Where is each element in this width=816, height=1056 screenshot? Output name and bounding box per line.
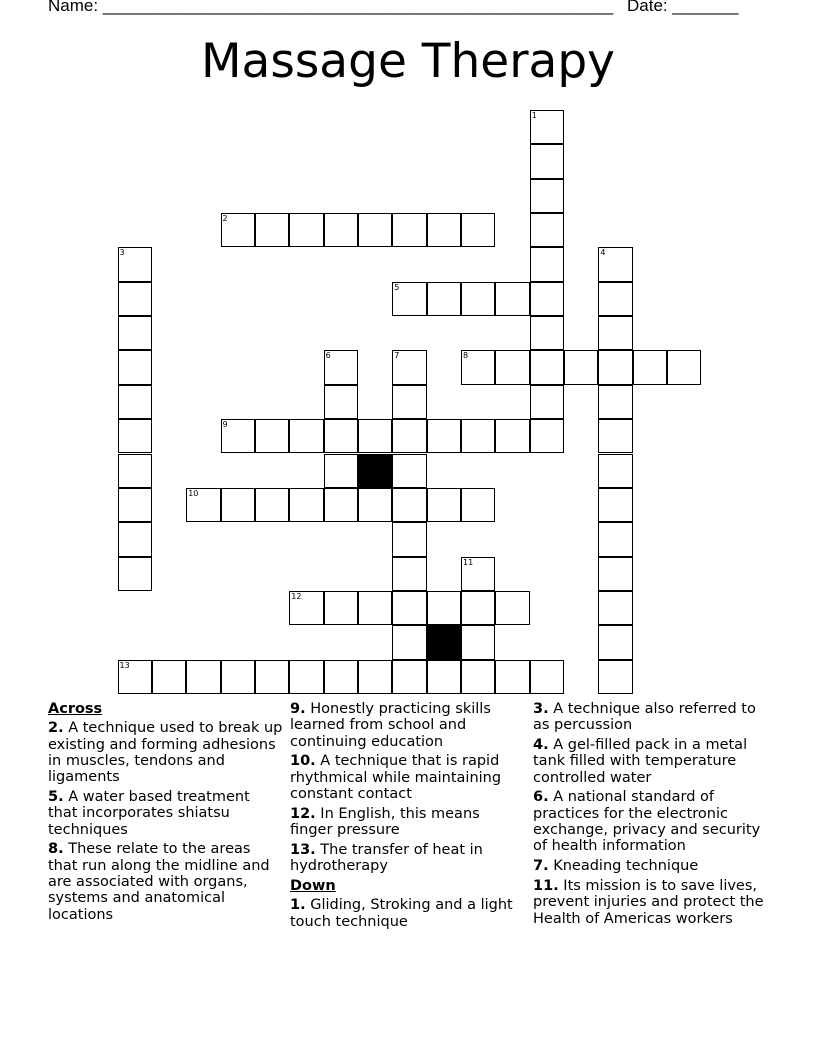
crossword-cell[interactable]	[255, 660, 289, 694]
clue-across-10: 10. A technique that is rapid rhythmical while maintaining constant contact	[290, 753, 502, 802]
crossword-cell[interactable]	[392, 385, 426, 419]
crossword-cell[interactable]	[461, 282, 495, 316]
clues-column-3	[533, 701, 768, 930]
crossword-cell[interactable]	[324, 488, 358, 522]
crossword-cell[interactable]	[118, 316, 152, 350]
clue-down-11: 11. Its mission is to save lives, prevent injuries and protect the Health of Americas workers	[533, 877, 764, 927]
crossword-cell[interactable]	[495, 419, 529, 453]
crossword-cell[interactable]	[186, 660, 220, 694]
clues-column-1	[48, 701, 283, 926]
crossword-cell[interactable]	[358, 488, 392, 522]
across-heading: Across	[48, 701, 103, 717]
crossword-cell[interactable]	[324, 350, 358, 384]
crossword-cell[interactable]	[530, 419, 564, 453]
crossword-cell[interactable]	[186, 488, 220, 522]
crossword-cell[interactable]	[152, 660, 186, 694]
crossword-cell[interactable]	[392, 350, 426, 384]
crossword-cell[interactable]	[530, 350, 564, 384]
crossword-cell[interactable]	[358, 591, 392, 625]
crossword-cell[interactable]	[289, 488, 323, 522]
crossword-cell[interactable]	[598, 350, 632, 384]
crossword-cell[interactable]	[221, 419, 255, 453]
crossword-cell[interactable]	[633, 350, 667, 384]
clue-down-7: 7. Kneading technique	[533, 858, 699, 875]
crossword-cell[interactable]	[427, 591, 461, 625]
crossword-cell[interactable]	[118, 350, 152, 384]
date-field[interactable]: Date: _______	[627, 0, 739, 15]
crossword-cell[interactable]	[461, 591, 495, 625]
clue-across-9: 9. Honestly practicing skills learned from school and continuing education	[290, 701, 491, 750]
crossword-cell[interactable]	[324, 419, 358, 453]
crossword-cell[interactable]	[598, 454, 632, 488]
crossword-cell[interactable]	[598, 625, 632, 659]
crossword-cell[interactable]	[358, 213, 392, 247]
clue-number: 1	[531, 111, 537, 120]
crossword-cell[interactable]	[461, 557, 495, 591]
crossword-cell[interactable]	[118, 247, 152, 281]
crossword-cell[interactable]	[289, 419, 323, 453]
clue-number: 7	[394, 351, 400, 361]
clue-across-5: 5. A water based treatment that incorporates shiatsu techniques	[48, 788, 250, 838]
crossword-cell[interactable]	[392, 591, 426, 625]
crossword-cell[interactable]	[667, 350, 701, 384]
crossword-cell[interactable]	[461, 488, 495, 522]
clue-number: 4	[600, 248, 606, 258]
clue-down-1: 1. Gliding, Stroking and a light touch technique	[290, 897, 513, 930]
crossword-cell[interactable]	[289, 660, 323, 694]
crossword-cell[interactable]	[392, 454, 426, 488]
crossword-cell[interactable]	[598, 488, 632, 522]
crossword-cell[interactable]	[324, 213, 358, 247]
down-heading: Down	[290, 877, 336, 894]
page-title: Massage Therapy	[200, 34, 615, 89]
crossword-cell[interactable]	[461, 419, 495, 453]
clue-across-13: 13. The transfer of heat in hydrotherapy	[290, 841, 483, 875]
crossword-cell[interactable]	[392, 557, 426, 591]
clue-number: 11	[463, 557, 474, 567]
crossword-cell[interactable]	[427, 213, 461, 247]
clue-number: 2	[222, 214, 228, 224]
crossword-cell[interactable]	[118, 454, 152, 488]
clue-down-4: 4. A gel-filled pack in a metal tank filled with temperature controlled water	[533, 737, 748, 786]
clue-number: 8	[463, 351, 469, 361]
crossword-cell[interactable]	[530, 316, 564, 350]
crossword-cell[interactable]	[392, 282, 426, 316]
clue-number: 12	[291, 591, 302, 601]
crossword-cell[interactable]	[495, 591, 529, 625]
crossword-cell[interactable]	[118, 488, 152, 522]
crossword-cell[interactable]	[392, 419, 426, 453]
crossword-cell[interactable]	[392, 488, 426, 522]
crossword-cell[interactable]	[427, 488, 461, 522]
crossword-cell[interactable]	[392, 625, 426, 659]
crossword-cell[interactable]	[598, 557, 632, 591]
crossword-cell[interactable]	[530, 144, 564, 178]
crossword-cell[interactable]	[118, 419, 152, 453]
clue-down-3: 3. A technique also referred to as percussion	[533, 701, 756, 734]
crossword-cell[interactable]	[598, 316, 632, 350]
crossword-cell[interactable]	[221, 213, 255, 247]
crossword-cell[interactable]	[392, 522, 426, 556]
crossword-cell[interactable]	[358, 419, 392, 453]
crossword-cell[interactable]	[530, 385, 564, 419]
clues-column-2	[290, 701, 525, 933]
crossword-cell[interactable]	[461, 660, 495, 694]
crossword-cell[interactable]	[118, 282, 152, 316]
crossword-cell[interactable]	[324, 454, 358, 488]
crossword-cell[interactable]	[461, 350, 495, 384]
crossword-cell[interactable]	[530, 660, 564, 694]
crossword-cell[interactable]	[289, 213, 323, 247]
clue-across-12: 12. In English, this means finger pressure	[290, 805, 480, 839]
crossword-cell[interactable]	[255, 419, 289, 453]
clue-across-2: 2. A technique used to break up existing and forming adhesions in muscles, tendons and ligaments	[48, 720, 283, 786]
clue-number: 10	[188, 488, 199, 498]
crossword-cell[interactable]	[427, 660, 461, 694]
crossword-cell[interactable]	[598, 247, 632, 281]
crossword-cell[interactable]	[324, 660, 358, 694]
clue-number: 13	[119, 660, 130, 670]
crossword-cell[interactable]	[289, 591, 323, 625]
crossword-cell[interactable]	[598, 660, 632, 694]
crossword-cell[interactable]	[598, 385, 632, 419]
clue-number: 3	[119, 248, 125, 258]
crossword-cell[interactable]	[255, 488, 289, 522]
crossword-cell[interactable]	[530, 179, 564, 213]
crossword-cell[interactable]	[495, 350, 529, 384]
crossword-cell[interactable]	[392, 213, 426, 247]
crossword-cell[interactable]	[118, 522, 152, 556]
clue-across-8: 8. These relate to the areas that run along the midline and are associated with organs, systems and anatomical locations	[48, 841, 270, 923]
crossword-cell[interactable]	[564, 350, 598, 384]
clue-down-6: 6. A national standard of practices for the electronic exchange, privacy and security of health information	[533, 789, 761, 855]
crossword-cell[interactable]	[427, 419, 461, 453]
crossword-cell[interactable]	[221, 488, 255, 522]
crossword-cell[interactable]	[392, 660, 426, 694]
crossword-cell[interactable]	[118, 557, 152, 591]
crossword-cell[interactable]	[324, 385, 358, 419]
crossword-cell[interactable]	[495, 660, 529, 694]
crossword-cell[interactable]	[530, 110, 564, 144]
crossword-cell[interactable]	[598, 419, 632, 453]
crossword-cell[interactable]	[530, 247, 564, 281]
crossword-cell[interactable]	[427, 282, 461, 316]
crossword-cell[interactable]	[598, 282, 632, 316]
clue-number: 6	[325, 351, 331, 361]
crossword-block	[358, 454, 392, 488]
crossword-cell[interactable]	[118, 385, 152, 419]
clue-number: 5	[394, 282, 400, 292]
name-field[interactable]: Name: ______________________________________________________	[48, 0, 614, 15]
crossword-cell[interactable]	[221, 660, 255, 694]
crossword-cell[interactable]	[598, 591, 632, 625]
crossword-block	[427, 625, 461, 659]
crossword-cell[interactable]	[118, 660, 152, 694]
crossword-cell[interactable]	[495, 282, 529, 316]
crossword-cell[interactable]	[358, 660, 392, 694]
clue-number: 9	[222, 420, 228, 430]
crossword-cell[interactable]	[598, 522, 632, 556]
crossword-cell[interactable]	[461, 625, 495, 659]
crossword-cell[interactable]	[530, 213, 564, 247]
crossword-cell[interactable]	[324, 591, 358, 625]
crossword-cell[interactable]	[530, 282, 564, 316]
crossword-cell[interactable]	[255, 213, 289, 247]
crossword-cell[interactable]	[461, 213, 495, 247]
